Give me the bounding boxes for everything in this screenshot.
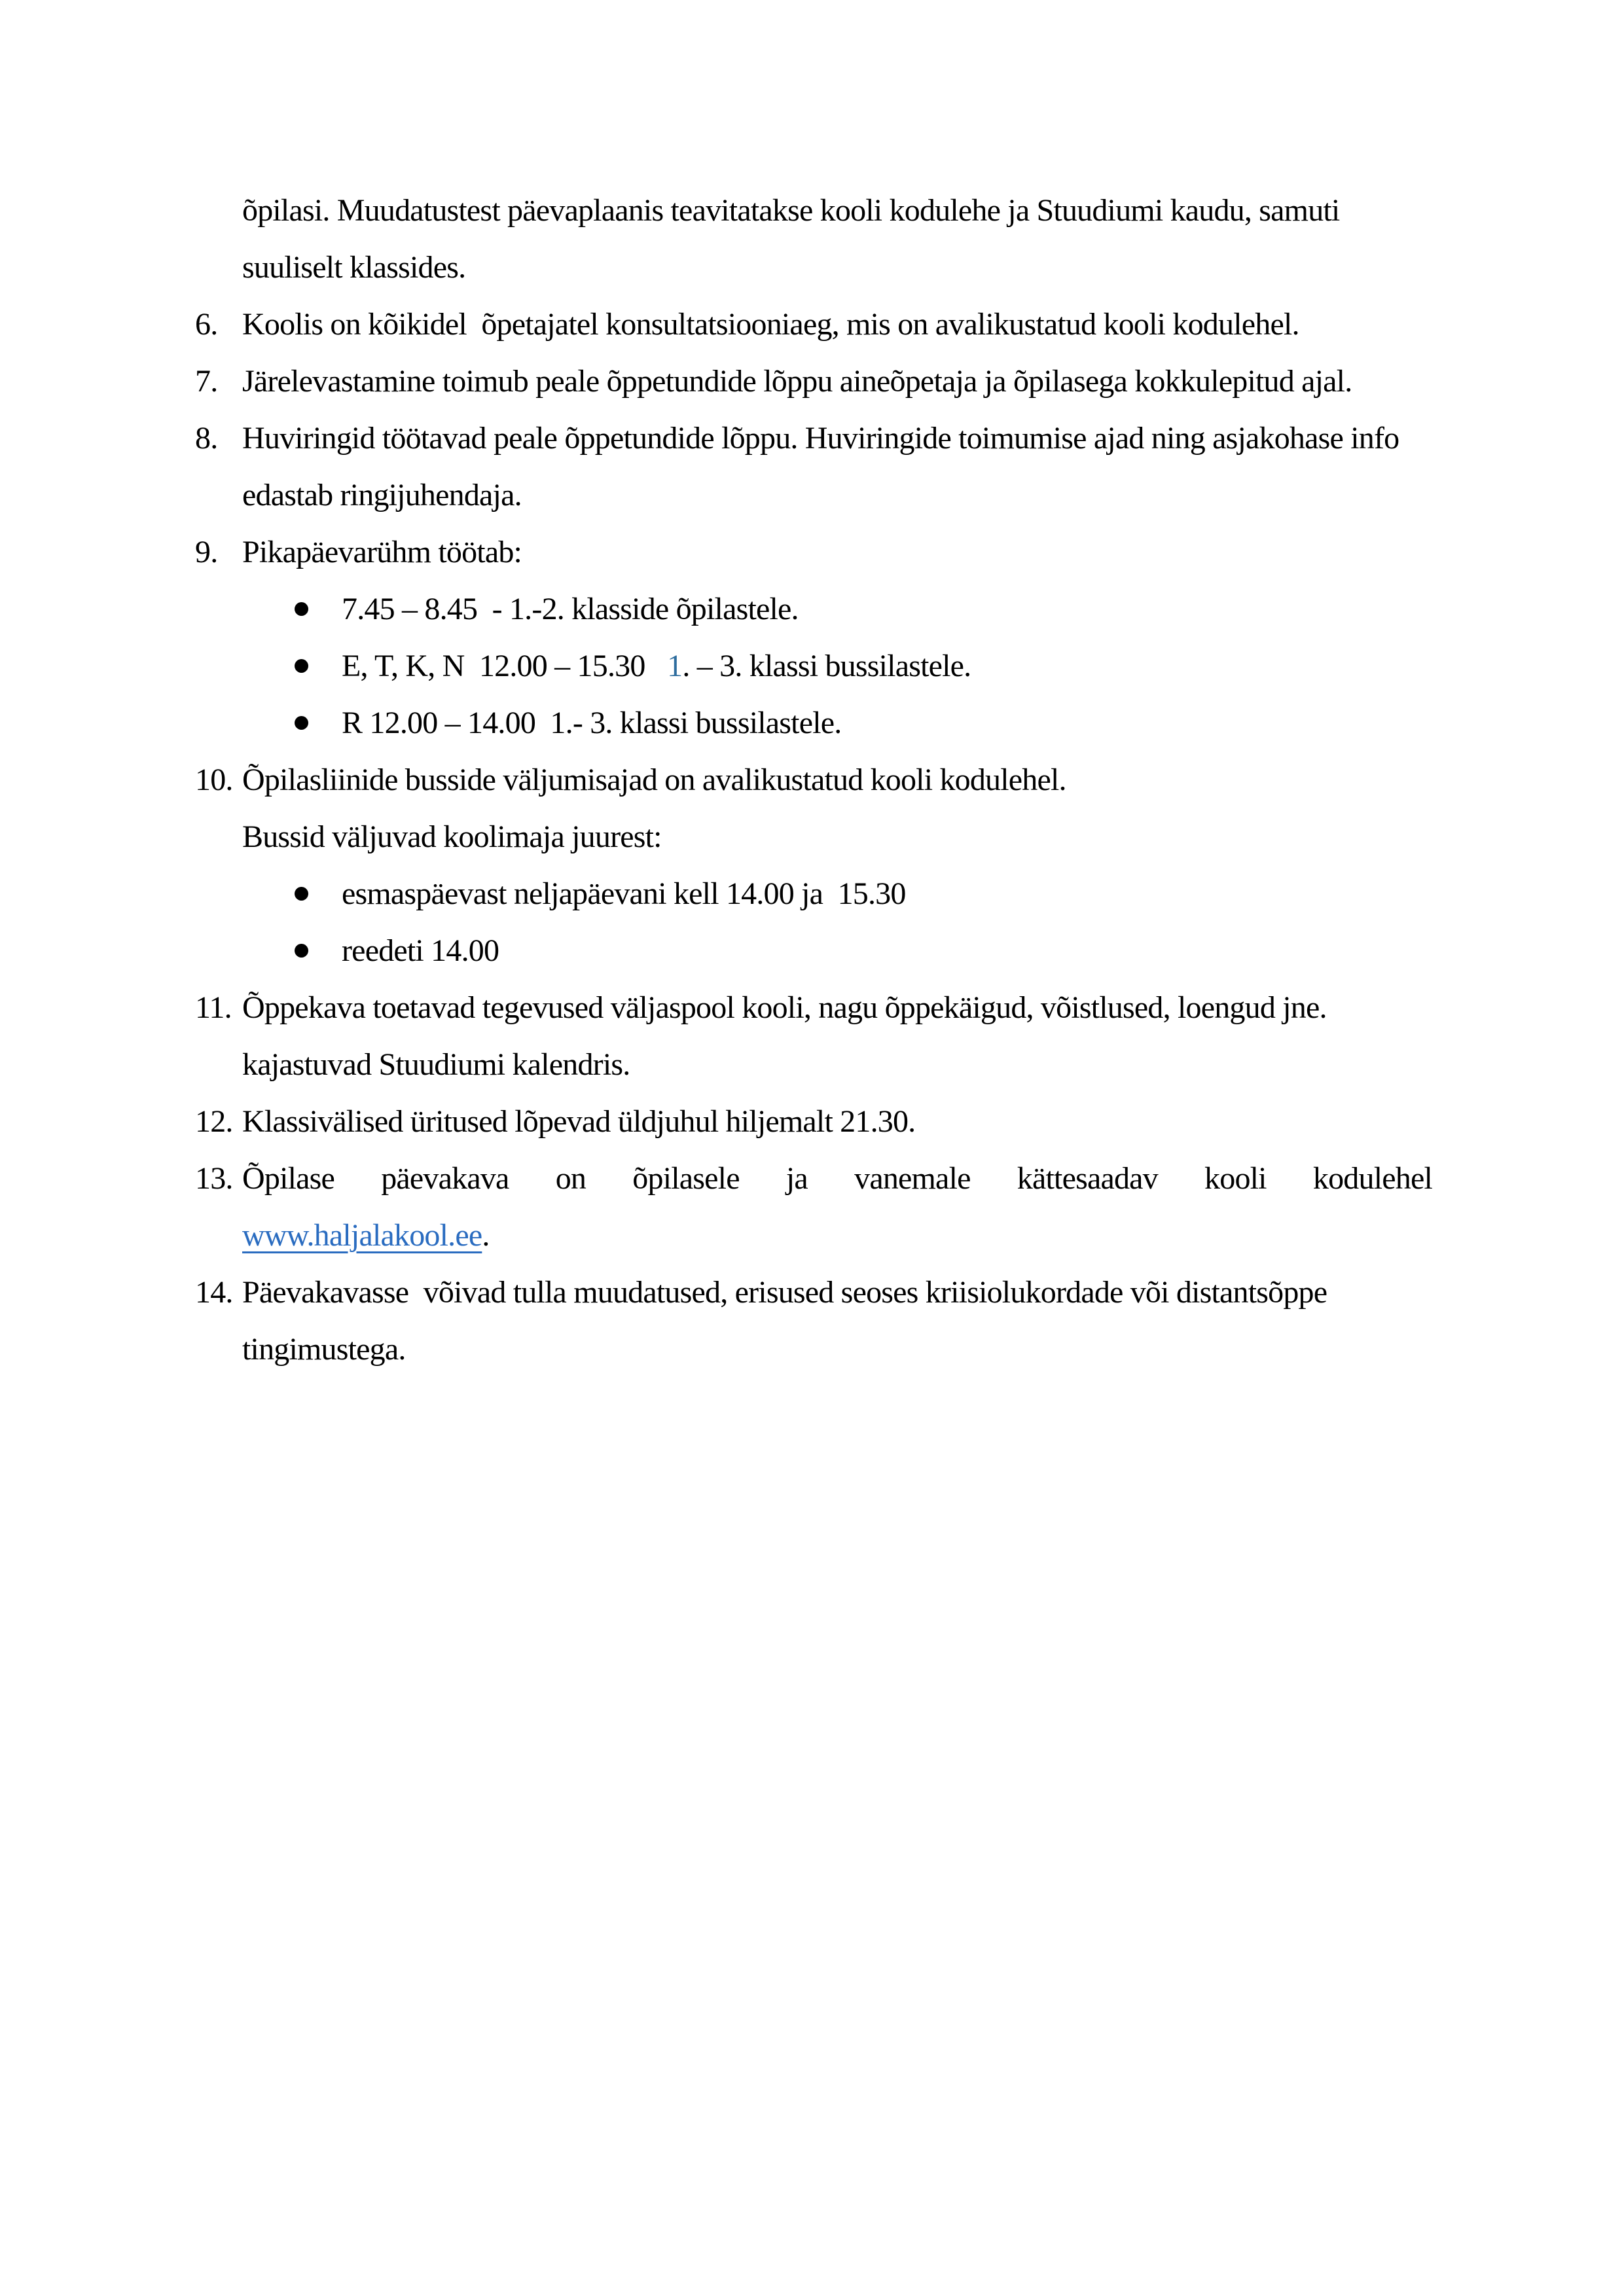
list-text-13: Õpilase päevakava on õpilasele ja vanemale kättesaadav kooli kodulehel [242,1161,1432,1196]
list-text-7: Järelevastamine toimub peale õppetundide lõppu aineõpetaja ja õpilasega kokkulepitud ajal. [242,364,1352,399]
list-text-14: Päevakavasse võivad tulla muudatused, erisused seoses kriisiolukordade või distantsõppe tingimustega. [242,1275,1335,1367]
list-text-11: Õppekava toetavad tegevused väljaspool kooli, nagu õppekäigud, võistlused, loengud jne. kajastuvad Stuudiumi kalendris. [242,990,1334,1082]
buses-subparagraph [195,808,1432,865]
bullet-icon [295,944,308,958]
bullet-icon [295,887,308,901]
list-item-10 [195,751,1432,808]
intro-paragraph [195,182,1432,296]
list-text-10: Õpilasliinide busside väljumisajad on avalikustatud kooli kodulehel. [242,762,1066,797]
document-content [195,182,1432,1378]
list-number-14: 14. [195,1275,233,1310]
list-text-8: Huviringid töötavad peale õppetundide lõppu. Huviringide toimumise ajad ning asjakohase info edastab ringijuhendaja. [242,421,1407,512]
list-item-11 [195,979,1432,1093]
bullet-item-weekday-group [195,637,1432,694]
list-item-7 [195,353,1432,410]
list-item-14 [195,1264,1432,1378]
bullet-text-bus-friday: reedeti 14.00 [342,933,499,968]
bullet-icon [295,602,308,616]
list-number-8: 8. [195,421,218,456]
list-item-9 [195,524,1432,581]
list-number-10: 10. [195,762,233,797]
bullet-item-bus-friday [195,922,1432,979]
list-item-6 [195,296,1432,353]
bullet-text-morning-group: 7.45 – 8.45 - 1.-2. klasside õpilastele. [342,592,799,626]
list-number-9: 9. [195,535,218,569]
list-item-8 [195,410,1432,524]
bullet-text-weekday-group [342,649,971,683]
list-text-12: Klassivälised üritused lõpevad üldjuhul hiljemalt 21.30. [242,1104,916,1139]
bullet-text-post: . – 3. klassi bussilastele. [682,649,971,683]
bullet-item-friday-group [195,694,1432,751]
list-item-13 [195,1150,1432,1207]
school-link-line [195,1207,1432,1264]
bullet-icon [295,716,308,730]
list-number-7: 7. [195,364,218,399]
buses-subparagraph-text: Bussid väljuvad koolimaja juurest: [242,819,662,854]
list-number-12: 12. [195,1104,233,1139]
list-text-6: Koolis on kõikidel õpetajatel konsultatsiooniaeg, mis on avalikustatud kooli kodulehel. [242,307,1299,342]
school-website-link[interactable]: www.haljalakool.ee [242,1218,482,1253]
bullet-text-bus-weekdays: esmaspäevast neljapäevani kell 14.00 ja 15.30 [342,876,906,911]
list-number-11: 11. [195,990,232,1025]
bullet-item-morning-group [195,581,1432,637]
list-item-12 [195,1093,1432,1150]
bullet-text-highlight: 1 [667,649,683,683]
bullet-item-bus-weekdays [195,865,1432,922]
bullet-text-friday-group: R 12.00 – 14.00 1.- 3. klassi bussilastele. [342,706,842,740]
bullet-text-pre: E, T, K, N 12.00 – 15.30 [342,649,668,683]
list-text-9: Pikapäevarühm töötab: [242,535,522,569]
list-number-6: 6. [195,307,218,342]
intro-text: õpilasi. Muudatustest päevaplaanis teavitatakse kooli kodulehe ja Stuudiumi kaudu, samuti suuliselt klassides. [242,193,1347,285]
list-number-13: 13. [195,1161,233,1196]
school-link-suffix: . [482,1218,490,1253]
bullet-icon [295,659,308,673]
